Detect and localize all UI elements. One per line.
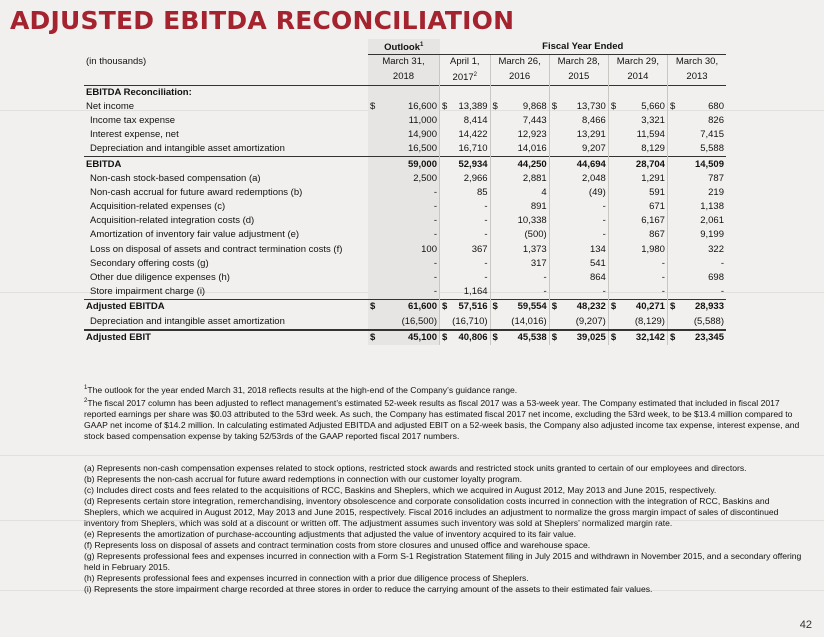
row-value [440,142,491,157]
currency-symbol: $ [551,100,557,112]
value-text: 28,704 [635,158,665,170]
value-text: 7,415 [700,129,724,141]
value-text: (16,500) [401,315,437,327]
value-text: 14,016 [517,143,547,155]
value-text: 45,100 [407,331,437,343]
row-value [667,172,726,186]
value-text: 680 [708,100,724,112]
row-value [490,271,549,285]
value-text: 541 [589,257,606,269]
row-label: Non-cash accrual for future award redemptions (b) [90,186,303,198]
row-value [549,300,608,315]
value-text: (9,207) [575,315,606,327]
row-label: Depreciation and intangible asset amortization [90,143,285,155]
row-value [490,315,549,330]
row-value [490,142,549,157]
row-value [490,157,549,172]
value-text: 134 [589,243,606,255]
row-label: Secondary offering costs (g) [90,257,209,269]
row-value [667,257,726,271]
row-label: Amortization of inventory fair value adjustment (e) [90,229,300,241]
value-text: 317 [530,257,547,269]
row-label: Acquisition-related integration costs (d) [90,215,255,227]
row-value [368,186,440,200]
row-value [549,330,608,345]
row-value [490,186,549,200]
note-item: (h) Represents professional fees and expenses incurred in connection with a prior due diligence process of Sheplers. [84,573,529,583]
value-text: 9,207 [582,143,606,155]
row-label: Income tax expense [90,114,176,126]
value-text: 2,048 [582,172,606,184]
outlook-header: Outlook$^1$ [368,39,440,55]
column-header: March 28, [549,55,608,70]
section-row [84,85,726,100]
value-text: - [543,272,547,284]
value-text: - [433,257,437,269]
value-text: - [602,201,606,213]
row-value [440,128,491,142]
currency-symbol: $ [370,331,376,343]
table-row-acquisition-related-expenses [84,200,726,214]
value-text: (5,588) [693,315,724,327]
row-label: Net income [86,100,135,112]
note-item: (a) Represents non-cash compensation expenses related to stock options, restricted stock awards and restricted stock units granted to certain of our employees and directors. [84,463,747,473]
value-text: 28,933 [694,301,724,313]
value-text: 9,868 [522,100,547,112]
table-header-row [84,39,726,55]
row-value [608,228,667,242]
currency-symbol: $ [610,331,617,343]
row-value [549,186,608,200]
row-value [549,285,608,300]
currency-symbol: $ [610,100,617,112]
footnote-1: $^1$The outlook for the year ended March 31, 2018 reflects results at the high-end of the Company’s guidance range. [84,384,518,395]
value-text: (16,710) [452,315,488,327]
row-value [608,285,667,300]
row-value [440,300,491,315]
row-value [608,243,667,257]
value-text: 59,554 [517,301,547,313]
value-text: 2,881 [522,172,547,184]
value-text: 6,167 [641,215,665,227]
table-row-adjusted-ebit [84,330,726,345]
value-text: 1,373 [522,243,547,255]
row-value [490,100,549,114]
currency-symbol: $ [370,301,376,313]
value-text: 5,660 [641,100,665,112]
row-value [368,300,440,315]
row-value [368,228,440,242]
value-text: 16,710 [458,143,488,155]
row-value [368,257,440,271]
row-value [440,114,491,128]
currency-symbol: $ [370,100,376,112]
row-value [440,172,491,186]
currency-symbol: $ [442,331,448,343]
row-value [368,128,440,142]
row-value [667,100,726,114]
row-value [667,271,726,285]
row-value [608,186,667,200]
note-item: (c) Includes direct costs and fees related to the acquisitions of RCC, Baskins and Sheplers, which we acquired in August 2012, May 2013 and June 2015, respectively. [84,485,717,495]
value-text: - [602,215,606,227]
value-text: 1,980 [641,243,665,255]
table-header-row [84,69,726,85]
value-text: (14,016) [511,315,547,327]
currency-symbol: $ [442,301,448,313]
row-value [490,257,549,271]
row-value [549,257,608,271]
value-text: - [602,229,606,241]
value-text: - [484,201,488,213]
row-value [368,285,440,300]
table-row-adjusted-ebitda [84,300,726,315]
row-value [667,285,726,300]
value-text: 39,025 [576,331,606,343]
row-value [667,243,726,257]
row-value [368,243,440,257]
value-text: 14,900 [407,129,437,141]
value-text: 671 [649,201,665,213]
value-text: 23,345 [694,331,724,343]
row-value [490,128,549,142]
column-year: 2013 [667,69,726,85]
row-value [549,228,608,242]
table-row-interest-expense-net [84,128,726,142]
value-text: - [661,286,665,298]
row-value [368,330,440,345]
value-text: - [720,286,724,298]
row-value [549,157,608,172]
row-value [490,114,549,128]
section-label: EBITDA Reconciliation: [86,86,192,98]
column-year: 2017$^2$ [440,69,491,85]
row-value [368,214,440,228]
currency-symbol: $ [610,301,617,313]
row-value [608,157,667,172]
value-text: - [720,257,724,269]
row-value [667,128,726,142]
row-value [368,271,440,285]
value-text: 40,806 [458,331,488,343]
table-row-depreciation-and-intangible-asset-amortization [84,315,726,330]
value-text: - [484,272,488,284]
row-value [368,114,440,128]
row-value [608,142,667,157]
value-text: 891 [530,201,547,213]
column-header: March 30, [667,55,726,70]
row-value [490,200,549,214]
row-value [667,186,726,200]
value-text: 57,516 [458,301,488,313]
value-text: 8,129 [641,143,665,155]
row-value [608,100,667,114]
notes-list [84,463,804,595]
row-value [608,257,667,271]
row-value [549,128,608,142]
value-text: 322 [708,243,724,255]
row-value [608,214,667,228]
value-text: 12,923 [517,129,547,141]
column-year: 2015 [549,69,608,85]
column-header: March 31, [368,55,440,70]
row-value [667,157,726,172]
row-value [490,330,549,345]
value-text: 864 [589,272,606,284]
value-text: - [661,272,665,284]
value-text: 8,414 [463,114,488,126]
page-title: ADJUSTED EBITDA RECONCILIATION [10,6,515,35]
table-row-non-cash-stock-based-compensation [84,172,726,186]
row-value [440,200,491,214]
row-label: Acquisition-related expenses (c) [90,201,226,213]
row-value [490,214,549,228]
table-row-ebitda [84,157,726,172]
currency-symbol: $ [551,331,557,343]
row-label: Other due diligence expenses (h) [90,272,230,284]
value-text: 2,966 [463,172,488,184]
value-text: - [433,215,437,227]
row-value [608,172,667,186]
row-label: Store impairment charge (i) [90,286,206,298]
value-text: (8,129) [634,315,665,327]
value-text: 1,138 [700,201,724,213]
table-header-row [84,55,726,70]
row-value [368,172,440,186]
row-value [490,300,549,315]
footnotes [84,383,804,442]
value-text: 16,500 [407,143,437,155]
row-label: Interest expense, net [90,129,179,141]
value-text: 45,538 [517,331,547,343]
row-value [490,172,549,186]
value-text: 2,500 [413,172,437,184]
value-text: - [484,215,488,227]
column-year: 2014 [608,69,667,85]
value-text: (49) [588,186,606,198]
value-text: 10,338 [517,215,547,227]
note-item: (g) Represents professional fees and expenses incurred in connection with a Form S-1 Registration Statement filing in July 2015 and withdrawn in November 2015, and a secondary offering held in February 2015. [84,551,802,572]
row-value [490,285,549,300]
row-value [667,114,726,128]
row-value [549,100,608,114]
currency-symbol: $ [492,100,498,112]
row-value [608,114,667,128]
value-text: (500) [524,229,547,241]
row-value [368,315,440,330]
value-text: 9,199 [700,229,724,241]
currency-symbol: $ [669,100,676,112]
value-text: 826 [708,114,724,126]
table-row-other-due-diligence-expenses [84,271,726,285]
currency-symbol: $ [492,301,498,313]
row-value [608,200,667,214]
value-text: - [543,286,547,298]
value-text: 13,389 [458,100,488,112]
row-value [368,142,440,157]
units-label: (in thousands) [86,56,147,67]
row-value [608,271,667,285]
row-value [440,214,491,228]
value-text: 2,061 [700,215,724,227]
row-value [667,142,726,157]
value-text: 1,164 [463,286,488,298]
row-value [549,214,608,228]
background-line [0,455,824,456]
value-text: 8,466 [582,114,606,126]
row-label: Adjusted EBITDA [84,300,368,315]
value-text: 48,232 [576,301,606,313]
value-text: 14,509 [694,158,724,170]
row-label: EBITDA [84,157,368,172]
footnote-2: $^2$The fiscal 2017 column has been adjusted to reflect management’s estimated 52-week results as fiscal 2017 was a 53-week year. The Company estimated that included in fiscal 2017 reported earnings per share was $0.03 attributed to the 53rd week. As such, the Company has estimated fiscal 2017 net income, excluding the 53rd week, to be $13.4 million compared to GAAP net income of $14.2 million. In calculating estimated Adjusted EBITDA and adjusted EBIT on a 52-week basis, the Company also adjusted income tax expense, interest expense, and stock based compensation expense by taking 52/53rds of the GAAP reported fiscal 2017 numbers. [84,397,800,441]
row-value [440,285,491,300]
note-item: (e) Represents the amortization of purchase-accounting adjustments that adjusted the value of inventory acquired to its fair value. [84,529,577,539]
row-value [490,243,549,257]
table-row-non-cash-accrual-for-future-award-redemptions [84,186,726,200]
row-value [440,186,491,200]
value-text: - [433,229,437,241]
note-item: (b) Represents the non-cash accrual for future award redemptions in connection with our customer loyalty program. [84,474,523,484]
value-text: 44,250 [517,158,547,170]
value-text: 367 [471,243,488,255]
value-text: 867 [649,229,665,241]
row-value [667,315,726,330]
row-value [667,200,726,214]
value-text: - [484,257,488,269]
value-text: 3,321 [641,114,665,126]
row-value [608,315,667,330]
value-text: 4 [541,186,547,198]
row-value [667,300,726,315]
row-value [368,200,440,214]
value-text: 13,291 [576,129,606,141]
row-value [608,300,667,315]
row-value [368,157,440,172]
column-header: March 26, [490,55,549,70]
row-value [368,100,440,114]
value-text: 52,934 [458,158,488,170]
column-year: 2018 [368,69,440,85]
value-text: 591 [649,186,665,198]
value-text: 219 [708,186,724,198]
value-text: 13,730 [576,100,606,112]
row-label: Adjusted EBIT [84,330,368,345]
table-row-income-tax-expense [84,114,726,128]
row-value [440,157,491,172]
row-value [440,271,491,285]
row-value [549,315,608,330]
currency-symbol: $ [492,331,498,343]
row-value [440,330,491,345]
value-text: 32,142 [635,331,665,343]
value-text: - [433,272,437,284]
row-value [549,243,608,257]
value-text: 1,291 [641,172,665,184]
row-value [608,128,667,142]
table-row-acquisition-related-integration-costs [84,214,726,228]
value-text: 787 [708,172,724,184]
value-text: 40,271 [635,301,665,313]
fiscal-year-header: Fiscal Year Ended [440,39,727,55]
row-value [440,257,491,271]
value-text: 85 [476,186,488,198]
value-text: - [433,186,437,198]
value-text: 61,600 [407,301,437,313]
table-row-net-income [84,100,726,114]
value-text: 5,588 [700,143,724,155]
row-value [440,100,491,114]
column-header: April 1, [440,55,491,70]
row-value [549,142,608,157]
row-value [440,315,491,330]
note-item: (i) Represents the store impairment charge recorded at three stores in order to reduce the carrying amount of the assets to their estimated fair values. [84,584,653,594]
currency-symbol: $ [669,331,676,343]
value-text: 11,000 [408,114,437,126]
row-value [440,228,491,242]
row-value [667,214,726,228]
table-row-store-impairment-charge [84,285,726,300]
value-text: - [433,286,437,298]
row-value [608,330,667,345]
value-text: - [661,257,665,269]
row-label: Non-cash stock-based compensation (a) [90,172,261,184]
row-label: Loss on disposal of assets and contract termination costs (f) [90,243,343,255]
note-item: (d) Represents certain store integration, remerchandising, inventory obsolescence and corporate consolidation costs incurred in connection with the integration of RCC, Baskins and Sheplers, which we acquired in August 2012, May 2013 and June 2015, respectively. Fiscal 2016 includes an adjustment to normalize the gross margin impact of sales of discontinued inventory from Sheplers, which was sold at a discount or written off. The adjustment assumes such inventory was sold at Sheplers’ normalized margin rate. [84,496,779,528]
value-text: 100 [421,243,437,255]
table-row-amortization-of-inventory-fair-value-adjustment [84,228,726,242]
value-text: 59,000 [407,158,437,170]
value-text: 698 [708,272,724,284]
row-value [549,200,608,214]
value-text: 14,422 [458,129,488,141]
ebitda-table [84,39,726,345]
currency-symbol: $ [442,100,448,112]
row-label: Depreciation and intangible asset amortization [84,315,368,330]
table-row-secondary-offering-costs [84,257,726,271]
value-text: 16,600 [407,100,437,112]
value-text: - [484,229,488,241]
row-value [549,271,608,285]
note-item: (f) Represents loss on disposal of assets and contract termination costs from store closures and unused office and warehouse space. [84,540,591,550]
column-year: 2016 [490,69,549,85]
value-text: - [433,201,437,213]
column-header: March 29, [608,55,667,70]
value-text: 11,594 [636,129,665,141]
value-text: 7,443 [522,114,547,126]
table-row-depreciation-and-intangible-asset-amortization [84,142,726,157]
table-row-loss-on-disposal-of-assets-and-contract-termination-costs [84,243,726,257]
row-value [490,228,549,242]
row-value [440,243,491,257]
row-value [549,114,608,128]
value-text: 44,694 [576,158,606,170]
row-value [667,330,726,345]
currency-symbol: $ [551,301,557,313]
page-number: 42 [799,619,812,631]
currency-symbol: $ [669,301,676,313]
value-text: - [602,286,606,298]
row-value [549,172,608,186]
row-value [667,228,726,242]
